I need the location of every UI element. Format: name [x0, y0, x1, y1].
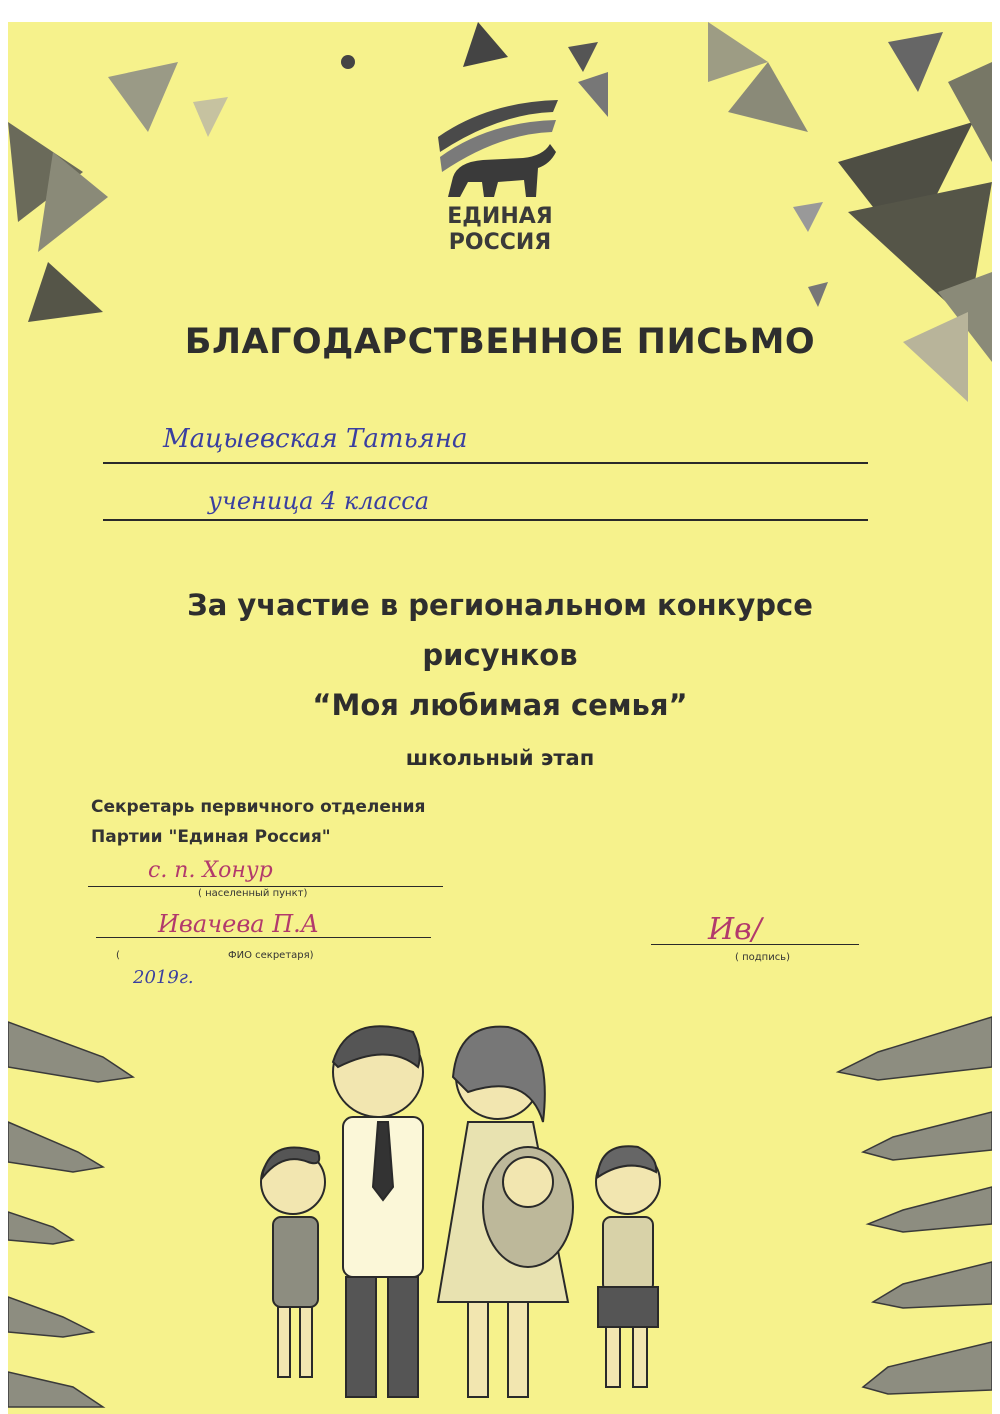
settlement-caption: ( населенный пункт) [198, 888, 308, 899]
logo-text-line1: ЕДИНАЯ [447, 204, 553, 229]
reason-line1: За участие в региональном конкурсе [187, 588, 813, 622]
secretary-caption-open: ( [116, 950, 120, 961]
contest-name: “Моя любимая семья” [312, 688, 688, 722]
secretary-name-caption: ФИО секретаря) [228, 950, 314, 961]
reason-line2: рисунков [422, 638, 578, 672]
recipient-name-line [103, 462, 868, 464]
settlement-value: с. п. Хонур [148, 858, 273, 883]
bear-flag-logo [428, 82, 568, 202]
page-title: БЛАГОДАРСТВЕННОЕ ПИСЬМО [184, 322, 816, 362]
date-value: 2019г. [133, 967, 194, 988]
signatory-line1: Секретарь первичного отделения [91, 797, 426, 817]
family-illustration [238, 1012, 708, 1412]
settlement-line [88, 886, 443, 887]
recipient-name: Мацыевская Татьяна [163, 424, 468, 454]
logo-text-line2: РОССИЯ [448, 230, 552, 255]
recipient-description: ученица 4 класса [208, 487, 430, 515]
certificate-sheet [8, 22, 992, 1414]
secretary-name-line [96, 937, 431, 938]
signatory-line2: Партии "Единая Россия" [91, 827, 331, 847]
contest-stage: школьный этап [405, 746, 595, 770]
signature-value: Ив/ [708, 912, 762, 947]
signature-caption: ( подпись) [735, 952, 790, 963]
secretary-name-value: Ивачева П.А [158, 910, 319, 938]
signature-line [651, 944, 859, 945]
recipient-description-line [103, 519, 868, 521]
